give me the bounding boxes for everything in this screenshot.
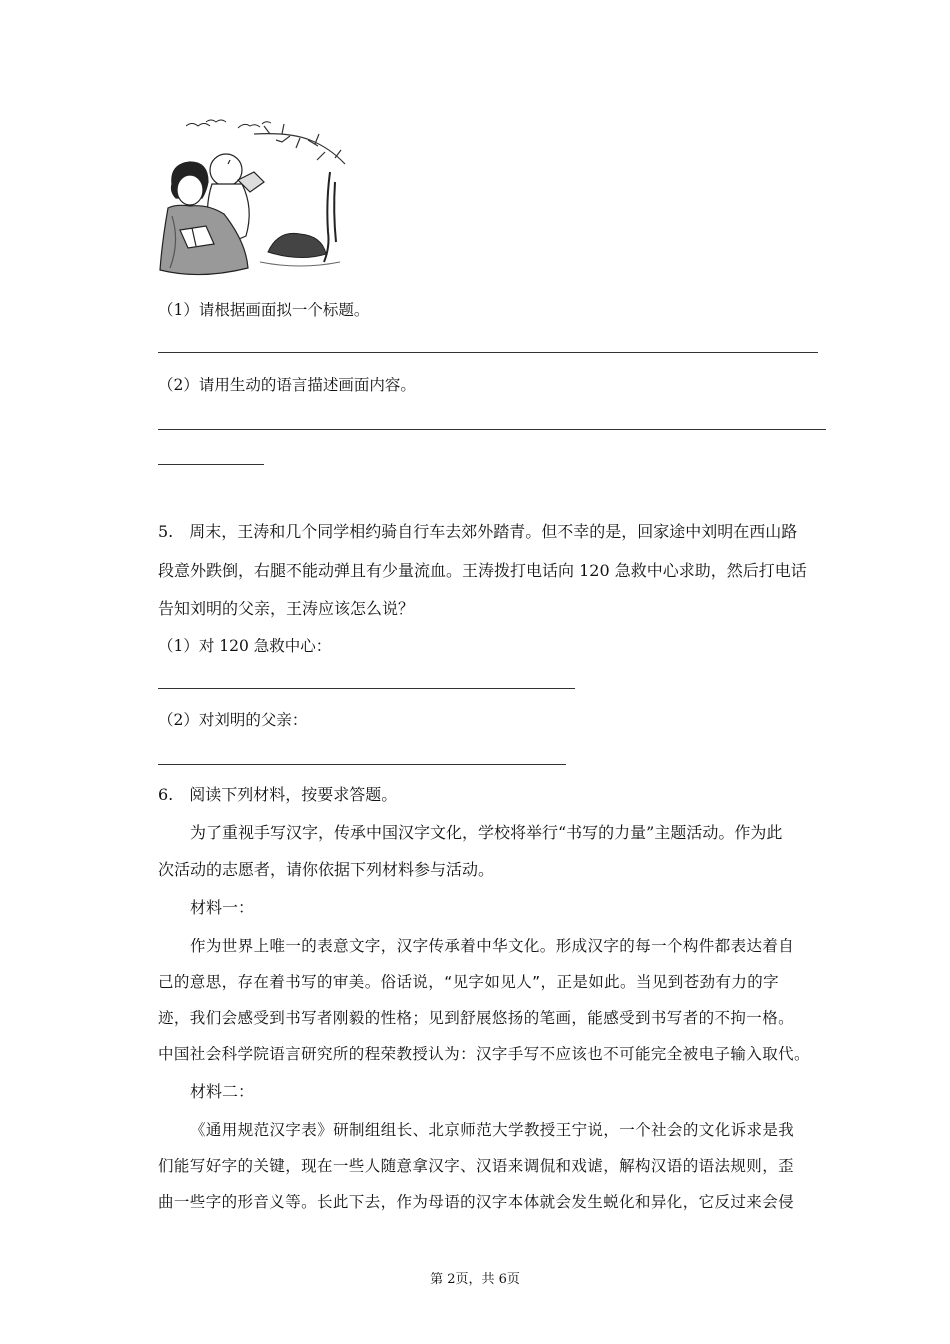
q4-sub1: （1）请根据画面拟一个标题。 <box>158 301 370 319</box>
material-1-line4: 中国社会科学院语言研究所的程荣教授认为：汉字手写不应该也不可能完全被电子输入取代。 <box>158 1045 810 1063</box>
material-1-line1: 作为世界上唯一的表意文字，汉字传承着中华文化。形成汉字的每一个构件都表达着自 <box>190 937 795 955</box>
tree-branch <box>254 124 345 164</box>
q5-line1: 5. 周末，王涛和几个同学相约骑自行车去郊外踏青。但不幸的是，回家途中刘明在西山路 <box>158 522 798 541</box>
q4-sub2: （2）请用生动的语言描述画面内容。 <box>158 376 416 394</box>
answer-line-q4-2a[interactable] <box>158 429 826 430</box>
tree-trunk <box>324 172 336 262</box>
material-2-line3: 曲一些字的形音义等。长此下去，作为母语的汉字本体就会发生蜕化和异化，它反过来会侵 <box>158 1193 795 1211</box>
children-reading-illustration <box>150 112 355 282</box>
material-1-label: 材料一： <box>190 898 255 917</box>
q6-intro-line1: 为了重视手写汉字，传承中国汉字文化，学校将举行“书写的力量”主题活动。作为此 <box>190 823 783 842</box>
q6-intro-line2: 次活动的志愿者，请你依据下列材料参与活动。 <box>158 860 495 879</box>
material-1-line2: 己的意思，存在着书写的审美。俗话说，“见字如见人”，正是如此。当见到苍劲有力的字 <box>158 973 780 991</box>
q6-heading: 6. 阅读下列材料，按要求答题。 <box>158 785 398 804</box>
answer-line-q5-2[interactable] <box>158 764 566 765</box>
material-1-line3: 迹，我们会感受到书写者刚毅的性格；见到舒展悠扬的笔画，能感受到书写者的不拘一格。 <box>158 1009 795 1027</box>
answer-line-q5-1[interactable] <box>158 688 575 689</box>
rock <box>268 233 326 257</box>
page-number: 第 2页，共 6页 <box>430 1272 520 1287</box>
q5-sub2: （2）对刘明的父亲： <box>158 711 308 729</box>
answer-line-q4-2b[interactable] <box>158 464 264 465</box>
birds <box>186 120 271 128</box>
q5-line3: 告知刘明的父亲，王涛应该怎么说？ <box>158 599 415 618</box>
q5-sub1: （1）对 120 急救中心： <box>158 637 332 655</box>
answer-line-q4-1[interactable] <box>158 352 818 353</box>
material-2-label: 材料二： <box>190 1082 255 1101</box>
material-2-line1: 《通用规范汉字表》研制组组长、北京师范大学教授王宁说，一个社会的文化诉求是我 <box>190 1121 795 1139</box>
q5-line2: 段意外跌倒，右腿不能动弹且有少量流血。王涛拨打电话向 120 急救中心求助，然后打电话 <box>158 561 807 580</box>
material-2-line2: 们能写好字的关键，现在一些人随意拿汉字、汉语来调侃和戏谑，解构汉语的语法规则，歪 <box>158 1157 795 1175</box>
